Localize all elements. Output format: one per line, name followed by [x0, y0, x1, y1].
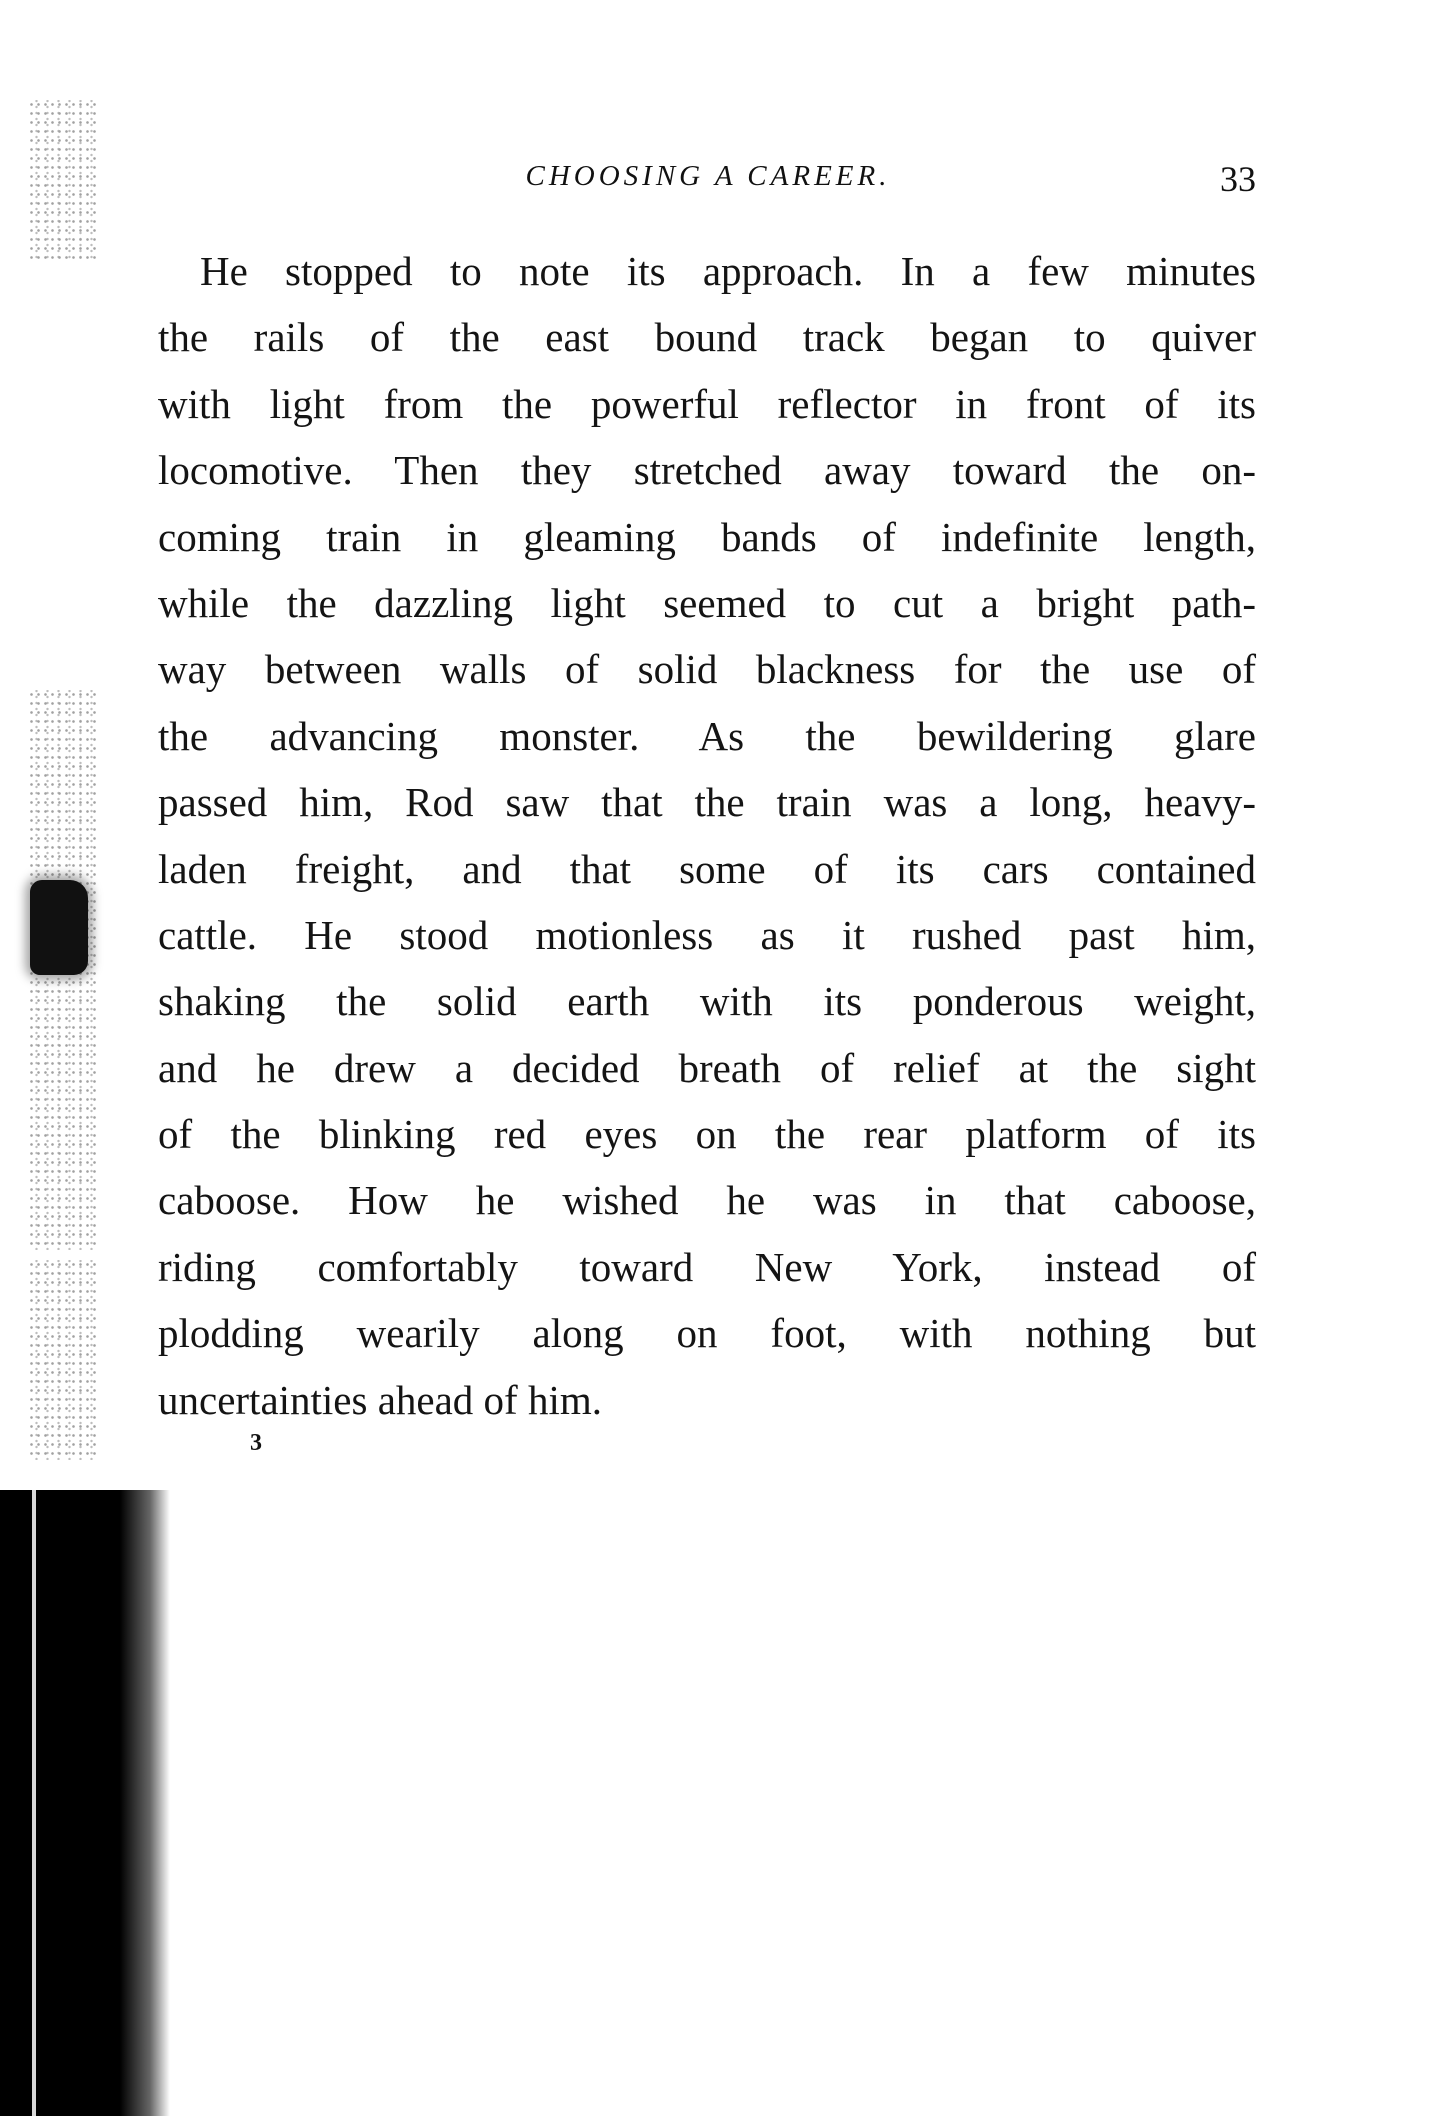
text-line: passed him, Rod saw that the train was a long, heavy- [158, 779, 1256, 826]
text-line: laden freight, and that some of its cars contained [158, 845, 1256, 892]
scan-ink-blot [30, 880, 88, 975]
text-line: with light from the powerful reflector in front of its [158, 380, 1256, 427]
signature-mark: 3 [250, 1430, 262, 1456]
text-line: the advancing monster. As the bewildering glare [158, 712, 1256, 759]
text-line: cattle. He stood motionless as it rushed past him, [158, 911, 1256, 958]
text-line: while the dazzling light seemed to cut a bright path- [158, 579, 1256, 626]
text-line: coming train in gleaming bands of indefinite length, [158, 513, 1256, 560]
text-line: shaking the solid earth with its ponderous weight, [158, 978, 1256, 1025]
text-line: the rails of the east bound track began to quiver [158, 314, 1256, 361]
text-line: caboose. How he wished he was in that caboose, [158, 1177, 1256, 1224]
text-line: plodding wearily along on foot, with nothing but [158, 1310, 1256, 1357]
scan-artifact [28, 1260, 98, 1460]
text-line: way between walls of solid blackness for the use of [158, 646, 1256, 693]
text-line: riding comfortably toward New York, instead of [158, 1243, 1256, 1290]
text-line: of the blinking red eyes on the rear platform of its [158, 1111, 1256, 1158]
scan-artifact [28, 100, 98, 260]
page-number: 33 [1220, 159, 1256, 199]
running-head [160, 156, 1256, 202]
text-line: and he drew a decided breath of relief at the sight [158, 1044, 1256, 1091]
scan-binding-shadow [0, 1490, 170, 2116]
body-paragraph [158, 238, 1256, 1433]
running-title: CHOOSING A CAREER. [525, 160, 891, 192]
text-line: locomotive. Then they stretched away toward the on- [158, 447, 1256, 494]
text-line: uncertainties ahead of him. [158, 1376, 602, 1423]
text-line: He stopped to note its approach. In a few minutes [200, 248, 1256, 294]
